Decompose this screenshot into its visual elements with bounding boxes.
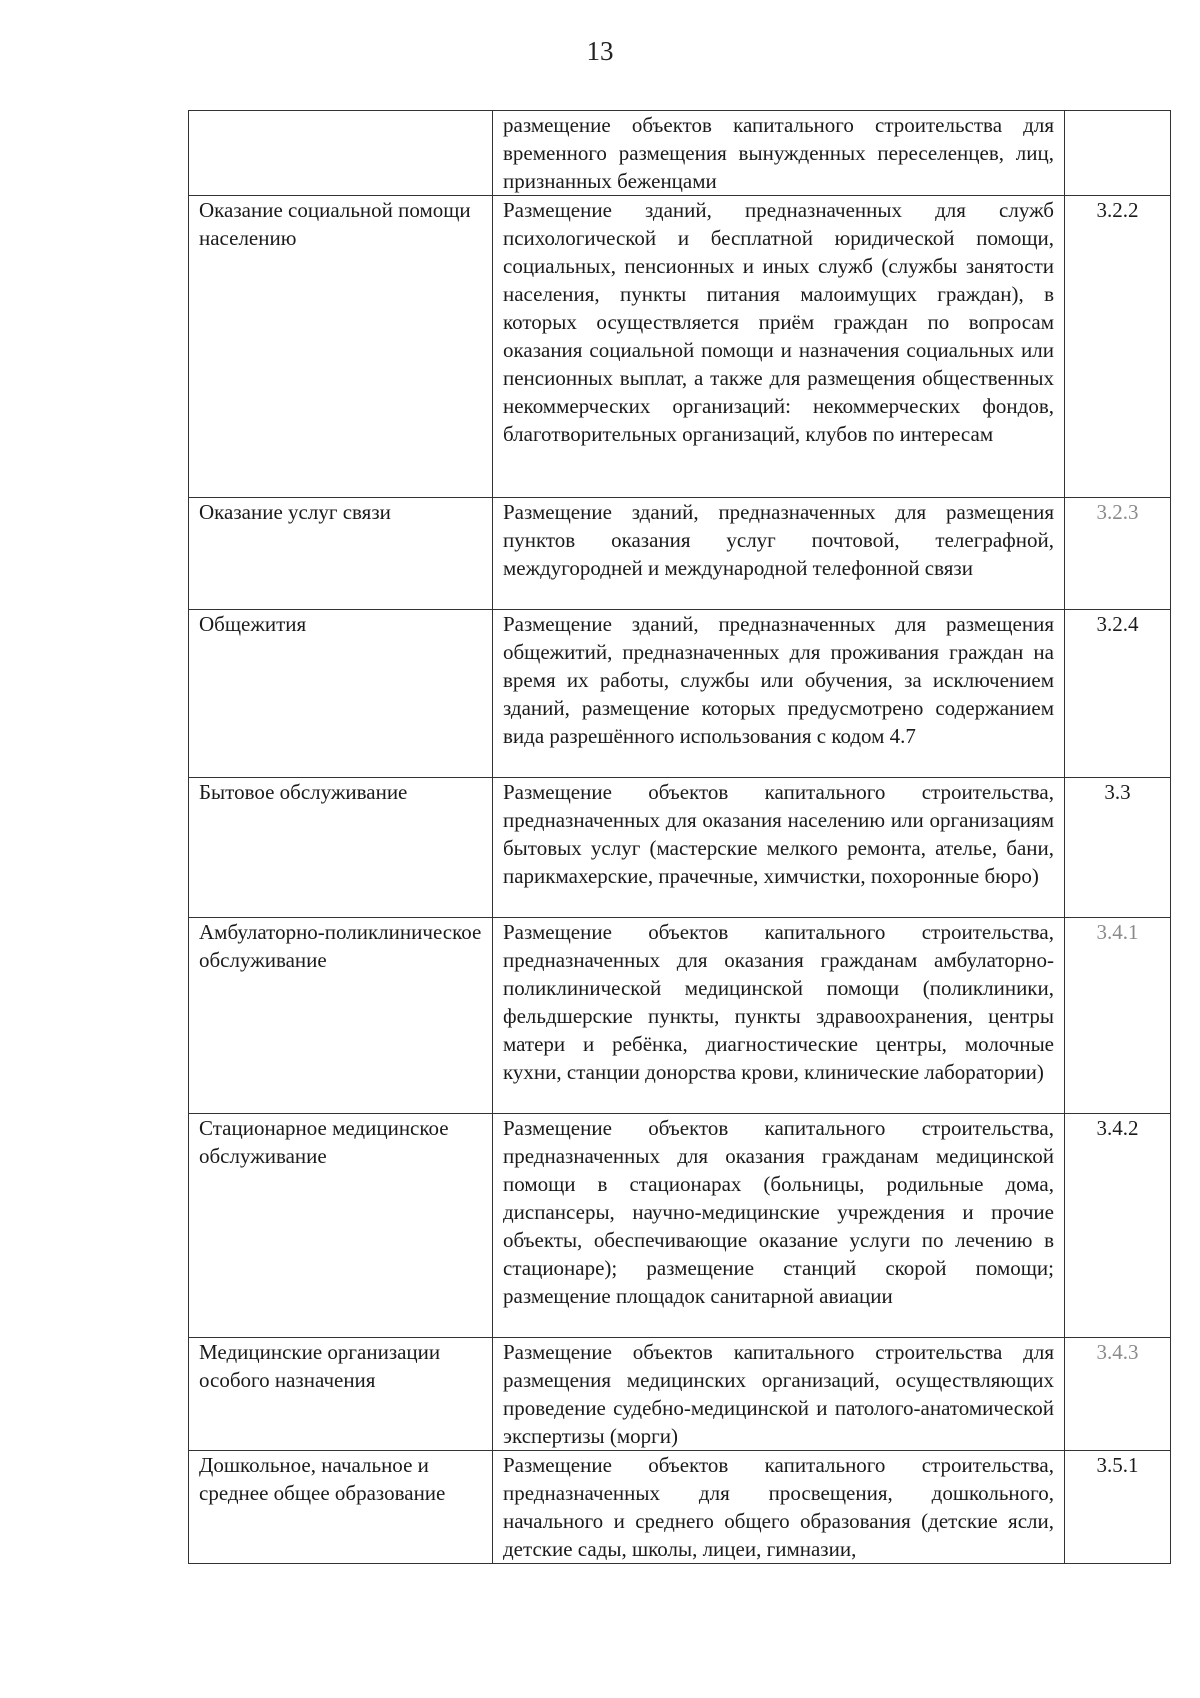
use-name-cell: Медицинские организации особого назначения [189, 1338, 493, 1451]
use-code-cell: 3.4.1 [1065, 918, 1171, 1114]
table-row [189, 498, 1171, 610]
use-description-cell: Размещение объектов капитального строительства, предназначенных для оказания населению или организациям бытовых услуг (мастерские мелкого ремонта, ателье, бани, парикмахерские, прачечные, химчистки, похоронные бюро) [493, 778, 1065, 918]
use-name-cell: Амбулаторно-поликлиническое обслуживание [189, 918, 493, 1114]
use-description-cell: Размещение объектов капитального строительства для размещения медицинских организаций, осуществляющих проведение судебно-медицинской и патолого-анатомической экспертизы (морги) [493, 1338, 1065, 1451]
use-description-cell: Размещение зданий, предназначенных для размещения общежитий, предназначенных для проживания граждан на время их работы, службы или обучения, за исключением зданий, размещение которых предусмотрено содержанием вида разрешённого использования с кодом 4.7 [493, 610, 1065, 778]
use-code-cell [1065, 111, 1171, 196]
use-description-cell: размещение объектов капитального строительства для временного размещения вынужденных переселенцев, лиц, признанных беженцами [493, 111, 1065, 196]
table-row [189, 1338, 1171, 1451]
table-row [189, 778, 1171, 918]
use-description-cell: Размещение объектов капитального строительства, предназначенных для оказания гражданам медицинской помощи в стационарах (больницы, родильные дома, диспансеры, научно-медицинские учреждения и прочие объекты, обеспечивающие оказание услуги по лечению в стационаре); размещение станций скорой помощи; размещение площадок санитарной авиации [493, 1114, 1065, 1338]
use-code-cell: 3.4.3 [1065, 1338, 1171, 1451]
page-number: 13 [586, 36, 614, 66]
table-row [189, 610, 1171, 778]
use-code-cell: 3.4.2 [1065, 1114, 1171, 1338]
use-name-cell: Оказание услуг связи [189, 498, 493, 610]
use-code-cell: 3.3 [1065, 778, 1171, 918]
use-name-cell: Оказание социальной помощи населению [189, 196, 493, 498]
use-code-cell: 3.2.4 [1065, 610, 1171, 778]
use-name-cell: Дошкольное, начальное и среднее общее образование [189, 1451, 493, 1564]
table-row [189, 1451, 1171, 1564]
use-description-cell: Размещение объектов капитального строительства, предназначенных для оказания гражданам амбулаторно-поликлинической медицинской помощи (поликлиники, фельдшерские пункты, пункты здравоохранения, центры матери и ребёнка, диагностические центры, молочные кухни, станции донорства крови, клинические лаборатории) [493, 918, 1065, 1114]
table-row [189, 196, 1171, 498]
use-description-cell: Размещение зданий, предназначенных для размещения пунктов оказания услуг почтовой, телеграфной, междугородней и международной телефонной связи [493, 498, 1065, 610]
use-name-cell: Бытовое обслуживание [189, 778, 493, 918]
land-use-table [188, 110, 1171, 1564]
use-name-cell [189, 111, 493, 196]
table-row [189, 111, 1171, 196]
use-code-cell: 3.2.2 [1065, 196, 1171, 498]
use-name-cell: Общежития [189, 610, 493, 778]
table-row [189, 1114, 1171, 1338]
use-code-cell: 3.2.3 [1065, 498, 1171, 610]
use-description-cell: Размещение зданий, предназначенных для служб психологической и бесплатной юридической помощи, социальных, пенсионных и иных служб (службы занятости населения, пункты питания малоимущих граждан), в которых осуществляется приём граждан по вопросам оказания социальной помощи и назначения социальных или пенсионных выплат, а также для размещения общественных некоммерческих организаций: некоммерческих фондов, благотворительных организаций, клубов по интересам [493, 196, 1065, 498]
use-description-cell: Размещение объектов капитального строительства, предназначенных для просвещения, дошкольного, начального и среднего общего образования (детские ясли, детские сады, школы, лицеи, гимназии, [493, 1451, 1065, 1564]
use-code-cell: 3.5.1 [1065, 1451, 1171, 1564]
use-name-cell: Стационарное медицинское обслуживание [189, 1114, 493, 1338]
table-row [189, 918, 1171, 1114]
